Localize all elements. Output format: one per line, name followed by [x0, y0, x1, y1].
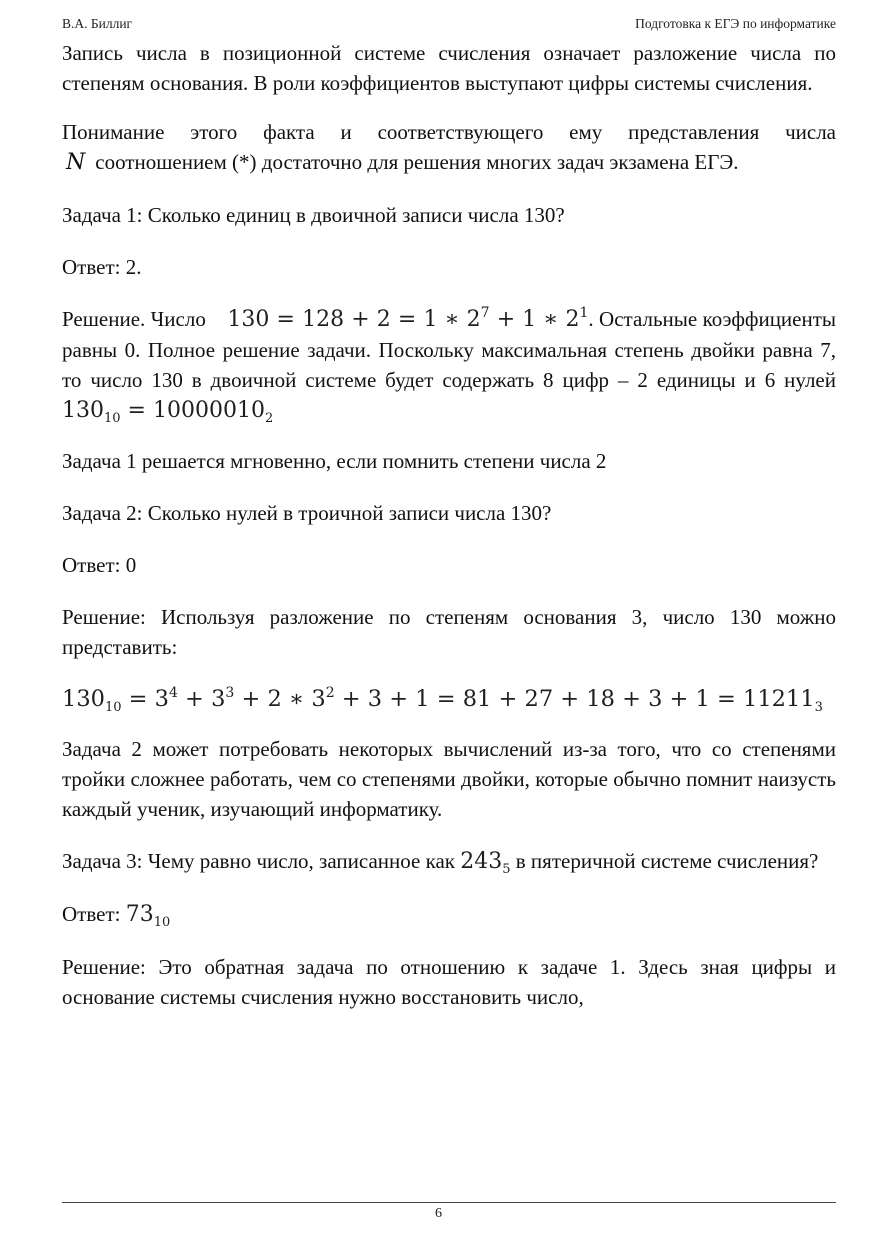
task1-note: Задача 1 решается мгновенно, если помнить степени числа 2	[62, 449, 607, 473]
formula-130-ternary-expansion: $130_{10} = 3^4 + 3^3 + 2$ ∗ $3^2 + 3 + 1 = 81 + 27 + 18 + 3 + 1 = 11211_3$	[62, 685, 823, 715]
formula-130-binary-expansion: 130 = 128 + 2 = 1 ∗ $2^7 + 1$ ∗ $2^1$	[227, 305, 589, 332]
task1-answer: Ответ: 2.	[62, 255, 142, 279]
task1-solution-lead: Решение. Число	[62, 307, 206, 331]
formula-73-decimal: $73_{10}$	[125, 902, 171, 930]
task1-solution-rest: Остальные коэффициенты равны 0. Полное решение задачи. Поскольку максимальная степень двойки равна 7, то число 130 в двоичной системе будет содержать 8 цифр – 2 единицы и 6 нулей	[62, 307, 837, 392]
task3-answer	[62, 899, 836, 930]
task3-solution: Решение: Это обратная задача по отношению к задаче 1. Здесь зная цифры и основание системы счисления нужно восстановить число,	[62, 955, 836, 1009]
task2-note: Задача 2 может потребовать некоторых вычислений из-за того, что со степенями тройки сложнее работать, чем со степенями двойки, которые обычно помнит наизусть каждый ученик, изучающий информатику.	[62, 737, 836, 821]
task2-solution: Решение: Используя разложение по степеням основания 3, число 130 можно представить:	[62, 605, 836, 659]
page-number: 6	[435, 1206, 442, 1221]
page-content	[62, 38, 836, 1012]
task3-question-text-1: Задача 3: Чему равно число, записанное как	[62, 849, 455, 873]
task1-solution: Решение. Число 130 = 128 + 2 = 1 ∗ $2^7 + 1$ ∗ $2^1$. Остальные коэффициенты равны 0. Полное решение задачи. Поскольку максимальная степень двойки равна 7, то число 130 в двоичной системе будет содержать 8 цифр – 2 единицы и 6 нулей $130_{10} = 10000010_2$	[62, 305, 837, 426]
task3-question	[62, 846, 836, 877]
paragraph-intro: Запись числа в позиционной системе счисления означает разложение числа по степеням основания. В роли коэффициентов выступают цифры системы счисления.	[62, 41, 836, 95]
task3-answer-label: Ответ:	[62, 902, 121, 926]
task3-question-text-2: в пятеричной системе счисления?	[515, 849, 819, 873]
paragraph-representation-text-2: соотношением (*) достаточно для решения многих задач экзамена ЕГЭ.	[95, 150, 739, 174]
paragraph-representation	[62, 117, 836, 178]
task1-question: Задача 1: Сколько единиц в двоичной записи числа 130?	[62, 203, 565, 227]
formula-130-binary: $130_{10} = 10000010_2$	[62, 398, 274, 426]
formula-243-base5: $243_5$	[460, 849, 511, 877]
header-title: Подготовка к ЕГЭ по информатике	[635, 16, 836, 31]
paragraph-representation-text-1: Понимание этого факта и соответствующего ему представления числа	[62, 120, 836, 144]
formula-N: N	[66, 150, 86, 175]
task2-question: Задача 2: Сколько нулей в троичной записи числа 130?	[62, 501, 552, 525]
header-author: В.А. Биллиг	[62, 16, 133, 31]
task2-answer: Ответ: 0	[62, 553, 137, 577]
footer-divider	[62, 1202, 836, 1203]
